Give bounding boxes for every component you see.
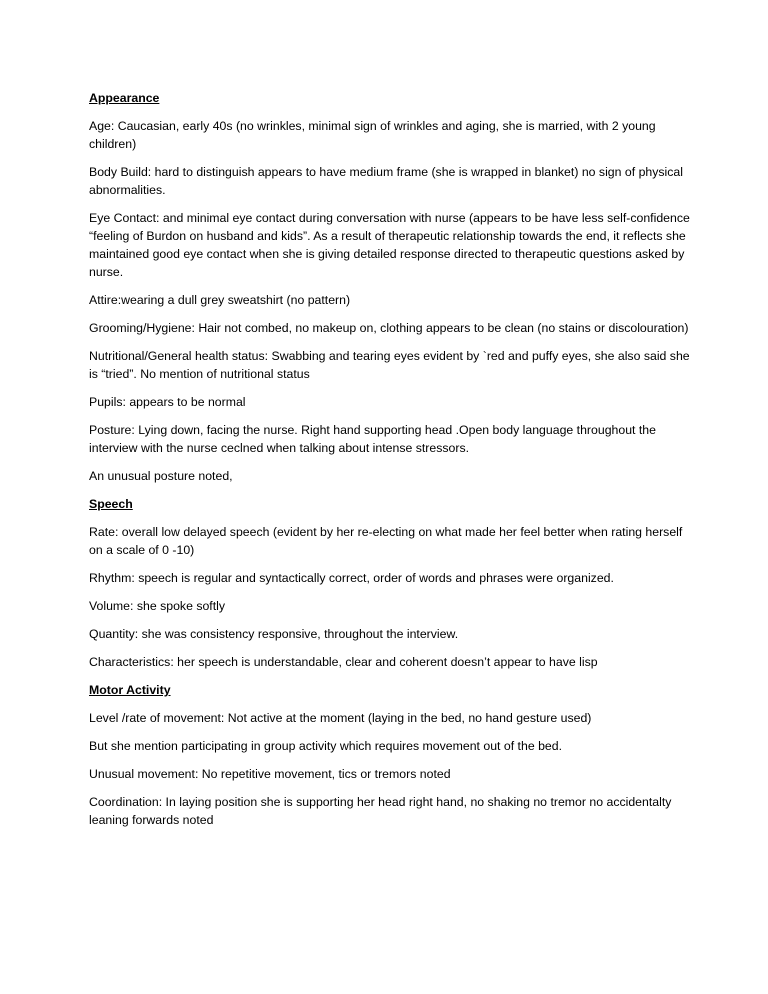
document-body bbox=[89, 89, 691, 839]
paragraph-coordination: Coordination: In laying position she is supporting her head right hand, no shaking no tremor no accidentalty leaning forwards noted bbox=[89, 795, 672, 827]
paragraph-nutritional-status: Nutritional/General health status: Swabbing and tearing eyes evident by `red and puffy eyes, she also said she is “tried”. No mention of nutritional status bbox=[89, 349, 690, 381]
paragraph-rhythm: Rhythm: speech is regular and syntactically correct, order of words and phrases were organized. bbox=[89, 571, 614, 585]
paragraph-grooming: Grooming/Hygiene: Hair not combed, no makeup on, clothing appears to be clean (no stains or discolouration) bbox=[89, 321, 689, 335]
paragraph-attire: Attire:wearing a dull grey sweatshirt (no pattern) bbox=[89, 293, 351, 307]
paragraph-posture: Posture: Lying down, facing the nurse. Right hand supporting head .Open body language throughout the interview with the nurse ceclned when talking about intense stressors. bbox=[89, 423, 656, 455]
paragraph-body-build: Body Build: hard to distinguish appears to have medium frame (she is wrapped in blanket) no sign of physical abnormalities. bbox=[89, 165, 683, 197]
paragraph-quantity: Quantity: she was consistency responsive, throughout the interview. bbox=[89, 627, 459, 641]
paragraph-volume: Volume: she spoke softly bbox=[89, 599, 226, 613]
paragraph-unusual-posture: An unusual posture noted, bbox=[89, 469, 233, 483]
paragraph-unusual-movement: Unusual movement: No repetitive movement, tics or tremors noted bbox=[89, 767, 451, 781]
paragraph-level-rate-of-movement: Level /rate of movement: Not active at the moment (laying in the bed, no hand gesture used) bbox=[89, 711, 592, 725]
paragraph-pupils: Pupils: appears to be normal bbox=[89, 395, 246, 409]
paragraph-age: Age: Caucasian, early 40s (no wrinkles, minimal sign of wrinkles and aging, she is married, with 2 young children) bbox=[89, 119, 656, 151]
section-heading-speech: Speech bbox=[89, 497, 133, 511]
section-heading-appearance: Appearance bbox=[89, 91, 160, 105]
paragraph-group-activity: But she mention participating in group activity which requires movement out of the bed. bbox=[89, 739, 563, 753]
paragraph-rate: Rate: overall low delayed speech (evident by her re-electing on what made her feel better when rating herself on a scale of 0 -10) bbox=[89, 525, 683, 557]
paragraph-eye-contact: Eye Contact: and minimal eye contact during conversation with nurse (appears to be have less self-confidence “feeling of Burdon on husband and kids”. As a result of therapeutic relationship towards the end, it reflects she maintained good eye contact when she is giving detailed response directed to therapeutic questions asked by nurse. bbox=[89, 211, 690, 279]
paragraph-characteristics: Characteristics: her speech is understandable, clear and coherent doesn’t appear to have lisp bbox=[89, 655, 598, 669]
section-heading-motor-activity: Motor Activity bbox=[89, 683, 171, 697]
